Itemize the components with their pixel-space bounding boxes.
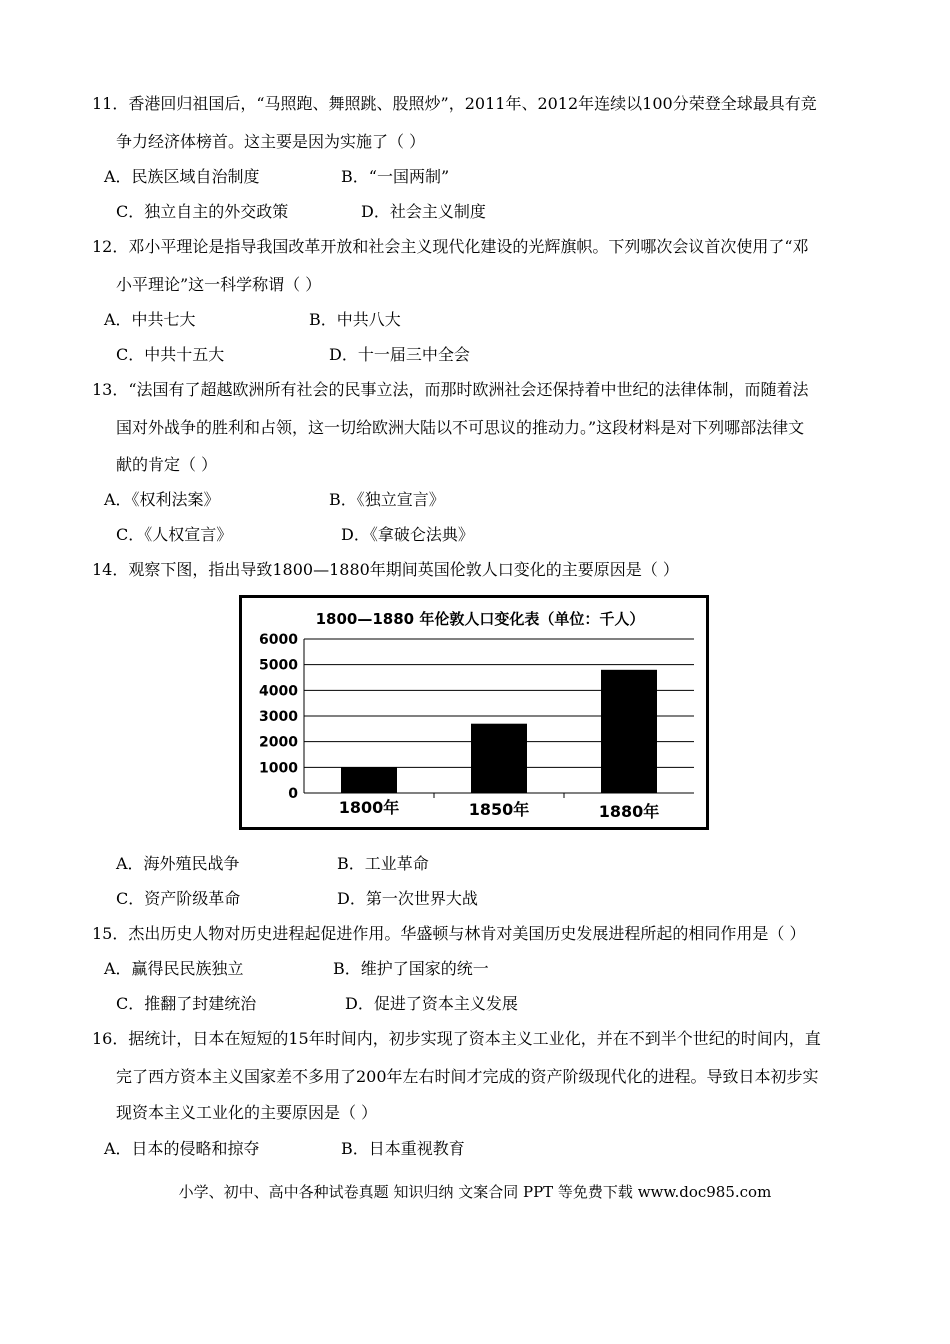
- population-chart: [239, 595, 709, 830]
- q12-option-c: C．中共十五大: [116, 345, 225, 364]
- q13-option-d: D．《拿破仑法典》: [341, 525, 474, 544]
- q11-option-a: A．民族区域自治制度: [104, 167, 260, 186]
- chart-title: 1800—1880 年伦敦人口变化表（单位：千人）: [315, 610, 645, 628]
- q11-stem-line1: 11．香港回归祖国后，“马照跑、舞照跳、股照炒”，2011年、2012年连续以100分荣登全球最具有竞: [92, 94, 817, 113]
- q11-stem-line2: 争力经济体榜首。这主要是因为实施了（ ）: [116, 132, 426, 151]
- q11-option-c: C．独立自主的外交政策: [116, 202, 289, 221]
- q12-option-a: A．中共七大: [104, 310, 196, 329]
- q11-option-d: D．社会主义制度: [361, 202, 486, 221]
- q15-option-a: A．赢得民民族独立: [104, 959, 244, 978]
- population-chart-svg: [242, 598, 706, 827]
- q16-option-b: B．日本重视教育: [341, 1139, 465, 1158]
- q15-option-b: B．维护了国家的统一: [333, 959, 489, 978]
- q16-option-a: A．日本的侵略和掠夺: [104, 1139, 260, 1158]
- q15-stem-line1: 15．杰出历史人物对历史进程起促进作用。华盛顿与林肯对美国历史发展进程所起的相同作用是（ ）: [92, 924, 806, 943]
- q15-option-d: D．促进了资本主义发展: [345, 994, 518, 1013]
- q13-option-b: B．《独立宣言》: [329, 490, 445, 509]
- bar-1880年: [601, 670, 657, 793]
- q14-option-a: A．海外殖民战争: [116, 854, 240, 873]
- q14-stem-line1: 14．观察下图，指出导致1800—1880年期间英国伦敦人口变化的主要原因是（ ）: [92, 560, 679, 579]
- q16-stem-line3: 现资本主义工业化的主要原因是（ ）: [116, 1103, 378, 1122]
- q12-option-b: B．中共八大: [309, 310, 401, 329]
- y-tick-label: 5000: [259, 657, 298, 674]
- q13-stem-line2: 国对外战争的胜利和占领，这一切给欧洲大陆以不可思议的推动力。”这段材料是对下列哪部法律文: [116, 418, 805, 437]
- y-tick-label: 3000: [259, 709, 298, 725]
- q14-option-c: C．资产阶级革命: [116, 889, 241, 908]
- q14-option-b: B．工业革命: [337, 854, 429, 873]
- q12-option-d: D．十一届三中全会: [329, 345, 470, 364]
- x-category-label: 1880年: [598, 802, 660, 821]
- q13-option-c: C．《人权宣言》: [116, 525, 233, 544]
- y-tick-label: 0: [288, 786, 298, 802]
- q16-stem-line2: 完了西方资本主义国家差不多用了200年左右时间才完成的资产阶级现代化的进程。导致日本初步实: [116, 1067, 819, 1086]
- y-tick-label: 6000: [259, 632, 298, 648]
- q11-option-b: B．“一国两制”: [341, 167, 450, 186]
- q13-option-a: A．《权利法案》: [104, 490, 220, 509]
- q12-stem-line2: 小平理论”这一科学称谓（ ）: [116, 275, 322, 294]
- y-tick-label: 1000: [259, 760, 298, 777]
- q13-stem-line3: 献的肯定（ ）: [116, 455, 218, 474]
- page-footer: 小学、初中、高中各种试卷真题 知识归纳 文案合同 PPT 等免费下载 www.doc985.com: [178, 1183, 772, 1201]
- x-category-label: 1850年: [468, 800, 530, 819]
- x-category-label: 1800年: [338, 798, 400, 817]
- q15-option-c: C．推翻了封建统治: [116, 994, 257, 1013]
- q16-stem-line1: 16．据统计，日本在短短的15年时间内，初步实现了资本主义工业化，并在不到半个世纪的时间内，直: [92, 1029, 821, 1048]
- q12-stem-line1: 12．邓小平理论是指导我国改革开放和社会主义现代化建设的光辉旗帜。下列哪次会议首次使用了“邓: [92, 237, 809, 256]
- y-tick-label: 2000: [259, 734, 298, 751]
- q13-stem-line1: 13．“法国有了超越欧洲所有社会的民事立法，而那时欧洲社会还保持着中世纪的法律体制，而随着法: [92, 380, 809, 399]
- y-tick-label: 4000: [259, 683, 298, 700]
- bar-1800年: [341, 767, 397, 793]
- q14-option-d: D．第一次世界大战: [337, 889, 478, 908]
- bar-1850年: [471, 724, 527, 793]
